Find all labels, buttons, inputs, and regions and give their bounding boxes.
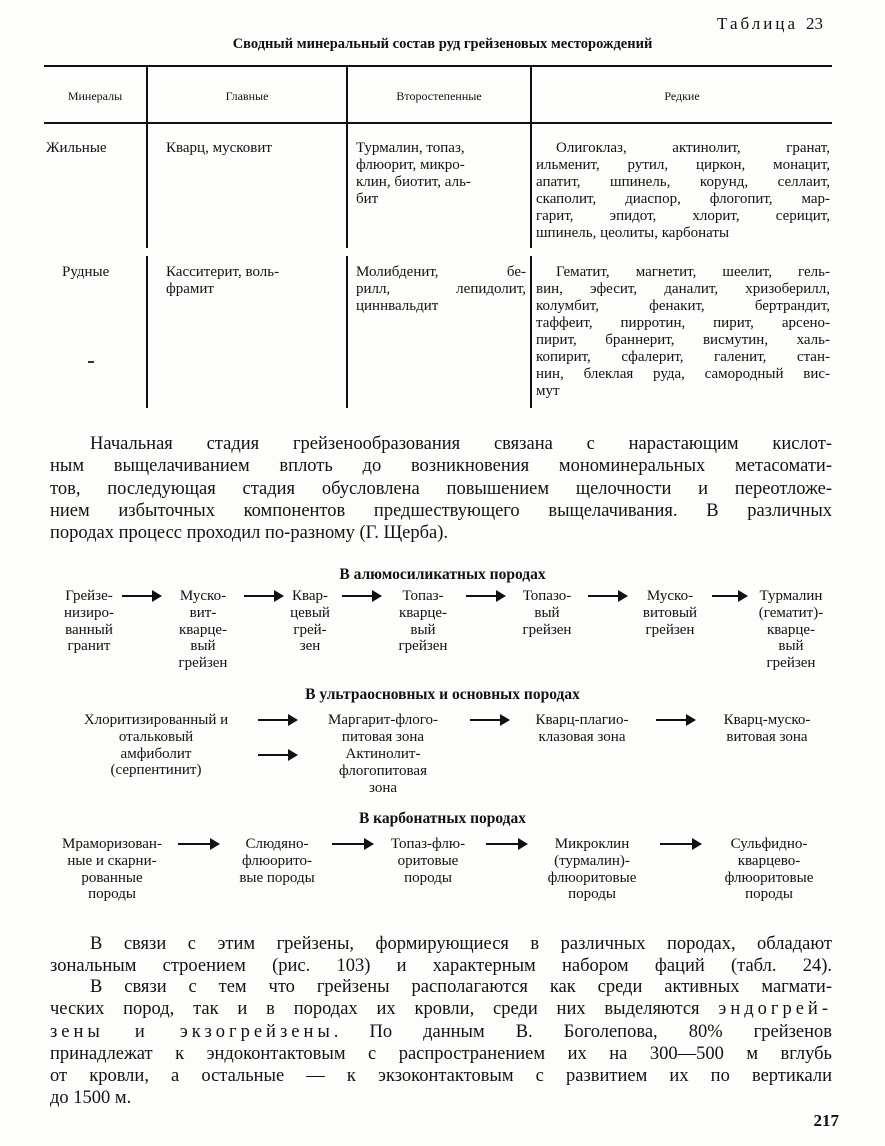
- row-main-ore: [166, 264, 342, 298]
- step-line: Кварц-муско-: [723, 712, 811, 728]
- step-line: питовая зона: [341, 728, 425, 745]
- cell-line: клин, биотит, аль-: [356, 174, 471, 190]
- arrow-right-icon: [178, 836, 220, 852]
- step-line: Мраморизован-: [62, 836, 162, 852]
- step-line: цевый: [290, 604, 330, 621]
- cell-line: таффеит, пирротин, пирит, арсено-: [536, 315, 830, 331]
- paragraph-zonal: [50, 933, 832, 978]
- cell-line: нин, блеклая руда, самородный вис-: [536, 366, 830, 382]
- paragraph-intro: [50, 433, 832, 544]
- scheme-step: [58, 588, 120, 655]
- text-line: В связи с этим грейзены, формирующиеся в различных породах, обладают: [90, 934, 832, 954]
- cell-line: Касситерит, воль-: [166, 264, 280, 280]
- arrow-right-icon: [332, 836, 374, 852]
- text-line: [50, 1021, 832, 1043]
- step-line: Муско-: [646, 588, 694, 604]
- step-line: Сульфидно-: [730, 836, 808, 852]
- arrow-right-icon: [660, 836, 702, 852]
- text-line: от кровли, а остальные — к экзоконтактовым с развитием их по вертикали: [50, 1066, 832, 1087]
- step-line: ные и скарни-: [67, 852, 157, 869]
- step-line: витовый: [642, 604, 698, 621]
- cell-line: циннвальдит: [356, 298, 439, 314]
- step-line: зона: [368, 779, 398, 796]
- arrow-right-icon: [466, 588, 506, 604]
- step-line: ванный: [65, 621, 113, 638]
- step-line: вый: [410, 621, 436, 638]
- arrow-right-icon: [342, 588, 382, 604]
- spaced-term: и: [134, 1021, 149, 1042]
- arrow-right-icon: [122, 588, 162, 604]
- arrow-right-icon: [258, 747, 298, 763]
- spaced-term: зены: [50, 1021, 104, 1042]
- cell-line: Молибденит, бе-: [356, 264, 526, 280]
- text-line: нием избыточных компонентов предшествующего выщелачивания. В различных: [50, 500, 832, 521]
- step-line: грейзен: [398, 638, 448, 655]
- cell-line: Гематит, магнетит, шеелит, гель-: [556, 264, 830, 280]
- cell-line: фрамит: [166, 281, 214, 297]
- cell-line: вин, эфесит, даналит, хризоберилл,: [536, 281, 830, 297]
- step-line: Турмалин: [759, 588, 823, 604]
- table-label-text: Таблица: [717, 14, 798, 33]
- step-line: Актинолит-: [345, 746, 421, 762]
- step-line: флогопитовая: [339, 762, 427, 779]
- cell-line: мут: [536, 383, 560, 399]
- row-type-ore: Рудные: [62, 264, 110, 280]
- header-main: Главные: [225, 89, 269, 103]
- step-line: грейзен: [645, 621, 695, 638]
- cell-line: скаполит, диаспор, флогопит, мар-: [536, 191, 830, 207]
- paragraph-endo-exo: [50, 976, 832, 1110]
- scheme-step: [222, 836, 332, 886]
- step-line: вые породы: [239, 869, 315, 886]
- spaced-term: эндогрей-: [718, 999, 832, 1020]
- step-line: Топаз-: [402, 588, 444, 604]
- step-line: Квар-: [291, 588, 329, 604]
- step-line: (турмалин)-: [554, 852, 630, 869]
- step-line: кварце-: [178, 621, 227, 638]
- table-top-rule: [44, 65, 832, 67]
- step-line: породы: [745, 886, 793, 903]
- arrow-right-icon: [244, 588, 284, 604]
- scheme-step: [526, 836, 658, 903]
- header-secondary: Второстепенные: [396, 89, 482, 103]
- step-line: оритовые: [397, 852, 459, 869]
- table-column-divider: [146, 256, 148, 408]
- text-line: принадлежат к эндоконтактовым с распространением их на 300—500 м вглубь: [50, 1043, 832, 1064]
- step-line: (гематит)-: [758, 604, 824, 621]
- scheme-zone: [302, 746, 464, 796]
- row-secondary-ore: [356, 264, 526, 315]
- table-label: [717, 14, 823, 34]
- step-line: Топазо-: [522, 588, 572, 604]
- header-rare: Редкие: [664, 89, 700, 103]
- scheme-step: [510, 588, 584, 638]
- arrow-right-icon: [712, 588, 748, 604]
- row-type-vein: Жильные: [46, 140, 107, 156]
- step-line: Маргарит-флого-: [328, 712, 438, 728]
- step-line: амфиболит: [120, 745, 192, 762]
- cell-line: Олигоклаз, актинолит, гранат,: [556, 140, 830, 156]
- cell-line: шпинель, цеолиты, карбонаты: [536, 225, 730, 241]
- step-line: (серпентинит): [110, 762, 202, 779]
- scheme-step: [280, 588, 340, 655]
- step-line: вый: [534, 604, 560, 621]
- step-line: породы: [568, 886, 616, 903]
- step-line: Кварц-плагио-: [535, 712, 629, 728]
- cell-line: пирит, браннерит, висмутин, халь-: [536, 332, 830, 348]
- step-line: Слюдяно-: [245, 836, 309, 852]
- scheme-step: [166, 588, 240, 672]
- cell-line: Турмалин, топаз,: [356, 140, 465, 156]
- table-column-divider: [530, 256, 532, 408]
- step-line: кварцево-: [737, 852, 801, 869]
- table-title: Сводный минеральный состав руд грейзеновых месторождений: [232, 36, 653, 52]
- row-rare-ore: [536, 264, 830, 400]
- step-line: флюоритовые: [724, 869, 814, 886]
- arrow-right-icon: [470, 712, 510, 728]
- scheme-step: [628, 588, 712, 638]
- step-line: Муско-: [179, 588, 227, 604]
- scheme-step: [50, 836, 174, 903]
- step-line: кварце-: [398, 604, 447, 621]
- step-line: грей-: [293, 621, 327, 638]
- step-line: грейзен: [766, 655, 816, 672]
- scheme-zone: [512, 712, 652, 746]
- scheme-zone: [302, 712, 464, 746]
- scheme-heading-aluminosilicate: В алюмосиликатных породах: [339, 566, 546, 583]
- step-line: низиро-: [63, 604, 114, 621]
- text-line: породах процесс проходил по-разному (Г. Щерба).: [50, 523, 449, 544]
- cell-line: рилл, лепидолит,: [356, 281, 526, 297]
- text-line: Начальная стадия грейзенообразования связана с нарастающим кислот-: [90, 434, 832, 454]
- text-line: тов, последующая стадия обусловлена повышением щелочности и переотложе-: [50, 478, 832, 499]
- row-main-vein: Кварц, мусковит: [166, 140, 272, 156]
- step-line: кварце-: [766, 621, 815, 638]
- table-column-divider: [346, 256, 348, 408]
- scheme-heading-ultrabasic: В ультраосновных и основных породах: [305, 686, 580, 703]
- step-line: породы: [404, 869, 452, 886]
- step-line: породы: [88, 886, 136, 903]
- step-line: Грейзе-: [65, 588, 113, 604]
- step-line: Микроклин: [554, 836, 630, 852]
- arrow-right-icon: [656, 712, 696, 728]
- cell-line: колумбит, фенакит, бертрандит,: [536, 298, 830, 314]
- step-line: Топаз-флю-: [390, 836, 466, 852]
- cell-line: ильменит, рутил, циркон, монацит,: [536, 157, 830, 173]
- scheme-step: [746, 588, 836, 672]
- step-line: вый: [190, 638, 216, 655]
- scheme-step: [372, 836, 484, 886]
- step-line: флюоритовые: [547, 869, 637, 886]
- table-header-rule: [44, 122, 832, 124]
- arrow-right-icon: [486, 836, 528, 852]
- step-line: флюорито-: [242, 852, 312, 869]
- text-line: [50, 998, 832, 1020]
- step-line: витовая зона: [726, 728, 808, 745]
- step-line: гранит: [67, 638, 111, 655]
- scheme-source: [58, 712, 254, 779]
- page-number: 217: [813, 1111, 839, 1130]
- table-number: 23: [806, 14, 823, 33]
- scheme-zone: [702, 712, 832, 746]
- arrow-right-icon: [258, 712, 298, 728]
- cell-line: бит: [356, 191, 379, 207]
- scheme-step: [384, 588, 462, 655]
- text-line: В связи с тем что грейзены располагаются как среди активных магмати-: [90, 977, 832, 997]
- row-rare-vein: [536, 140, 830, 242]
- arrow-right-icon: [588, 588, 628, 604]
- step-line: отальковый: [118, 728, 194, 745]
- cell-line: копирит, сфалерит, галенит, стан-: [536, 349, 830, 365]
- step-line: грейзен: [522, 621, 572, 638]
- scheme-step: [702, 836, 836, 903]
- header-minerals: Минералы: [67, 89, 123, 103]
- step-line: грейзен: [178, 655, 228, 672]
- text-line: ным выщелачиванием вплоть до возникновения мономинеральных метасомати-: [50, 456, 832, 477]
- step-line: клазовая зона: [538, 728, 626, 745]
- text-line: зональным строением (рис. 103) и характерным набором фаций (табл. 24).: [50, 956, 832, 977]
- text-fragment: ческих пород, так и в породах их кровли, среди них выделяются: [50, 999, 700, 1020]
- cell-line: флюорит, микро-: [356, 157, 465, 173]
- scheme-heading-carbonate: В карбонатных породах: [358, 810, 527, 827]
- text-fragment: . По данным В. Боголепова, 80% грейзенов: [333, 1021, 833, 1042]
- step-line: зен: [299, 638, 321, 655]
- step-line: Хлоритизированный и: [83, 712, 229, 728]
- step-line: вит-: [189, 604, 217, 621]
- cell-line: апатит, шпинель, корунд, селлаит,: [536, 174, 830, 190]
- cell-line: гарит, эпидот, хлорит, серицит,: [536, 208, 830, 224]
- row-secondary-vein: [356, 140, 526, 208]
- text-line: до 1500 м.: [50, 1088, 132, 1109]
- step-line: рованные: [81, 869, 143, 886]
- stray-dash-mark: [88, 361, 94, 363]
- spaced-term: экзогрейзены: [179, 1021, 334, 1042]
- step-line: вый: [778, 638, 804, 655]
